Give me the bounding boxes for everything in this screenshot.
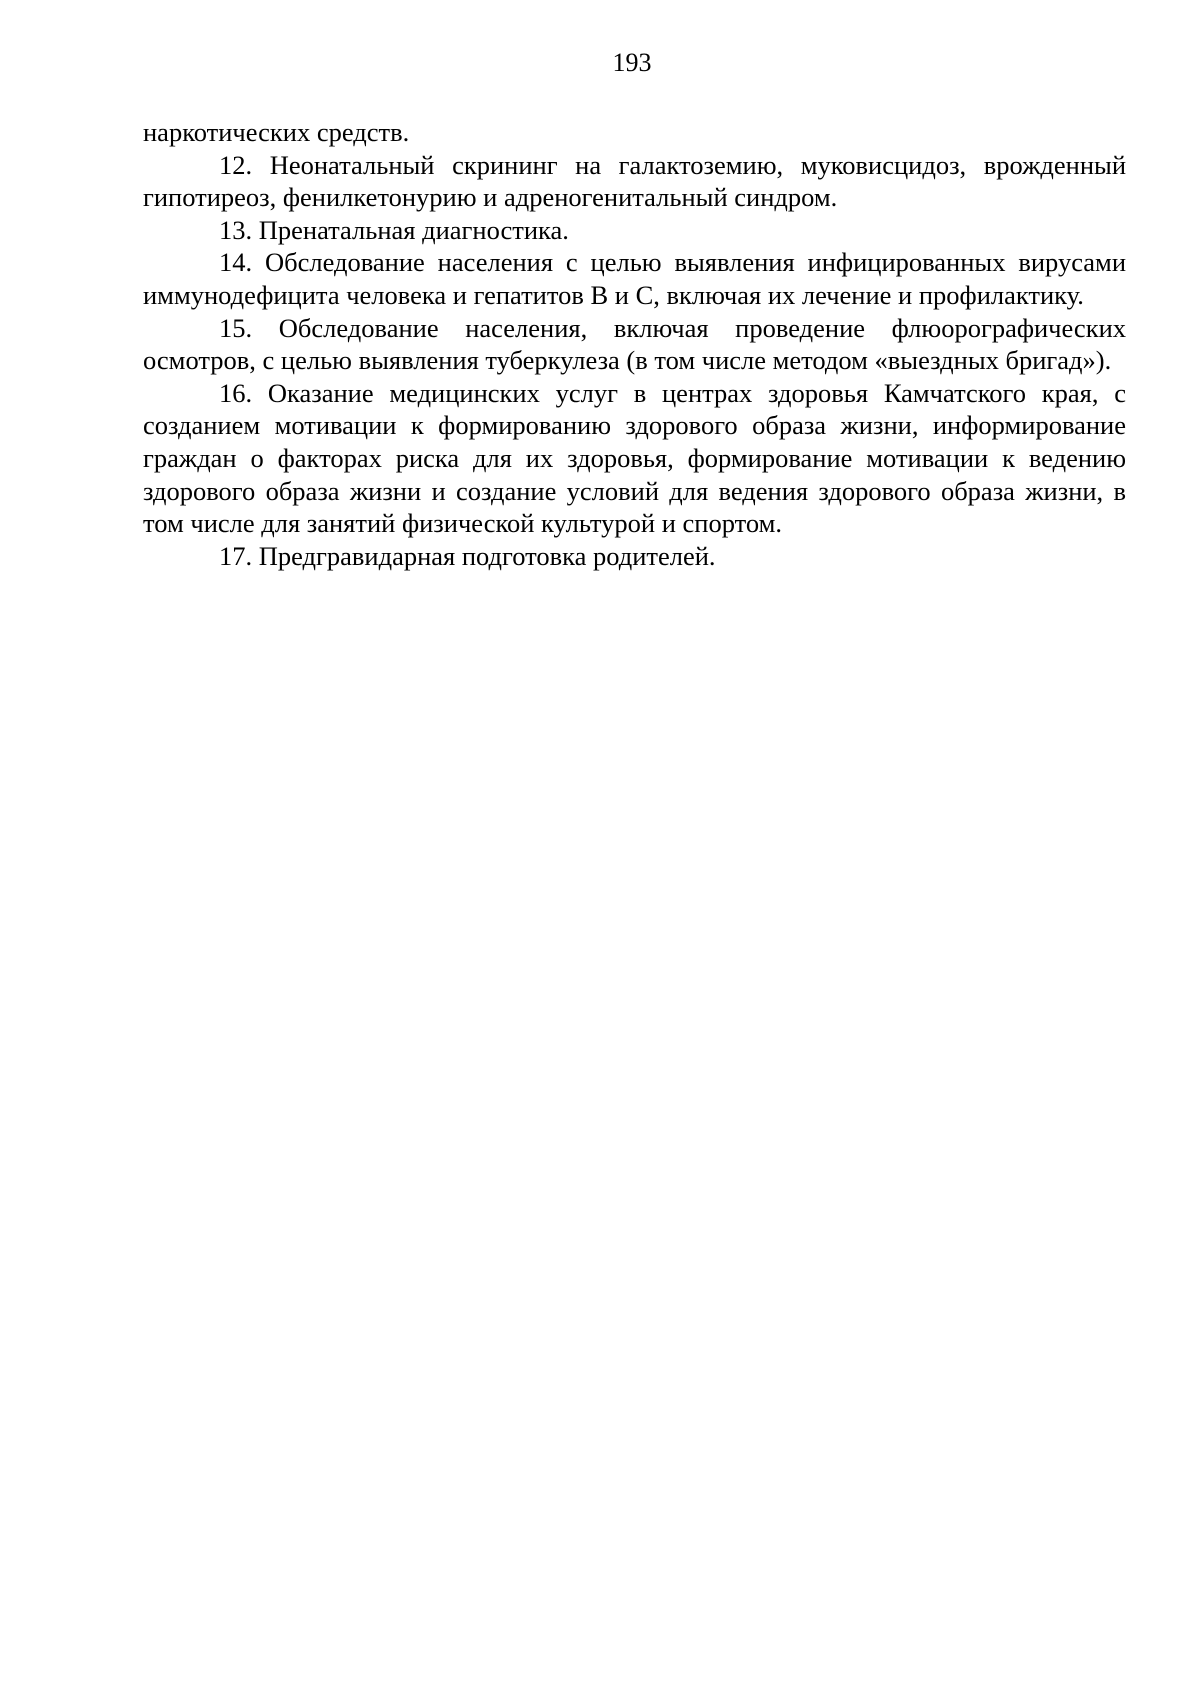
document-body <box>143 116 1126 572</box>
continuation-paragraph: наркотических средств. <box>143 117 410 147</box>
page-number: 193 <box>612 48 652 77</box>
list-item-16: 16. Оказание медицинских услуг в центрах здоровья Камчатского края, с созданием мотивации к формированию здорового образа жизни, информирование граждан о факторах риска для их здоровья, формирование мотивации к ведению здорового образа жизни и создание условий для ведения здорового образа жизни, в том числе для занятий физической культурой и спортом. <box>143 377 1126 539</box>
list-item-17: 17. Предгравидарная подготовка родителей. <box>219 540 716 571</box>
list-item-14: 14. Обследование населения с целью выявления инфицированных вирусами иммунодефицита человека и гепатитов В и С, включая их лечение и профилактику. <box>143 247 1126 310</box>
list-item-15: 15. Обследование населения, включая проведение флюорографических осмотров, с целью выявления туберкулеза (в том числе методом «выездных бригад»). <box>143 312 1126 376</box>
list-item-13: 13. Пренатальная диагностика. <box>219 214 569 245</box>
list-item-12: 12. Неонатальный скрининг на галактоземию, муковисцидоз, врожденный гипотиреоз, фенилкетонурию и адреногенитальный синдром. <box>143 149 1126 213</box>
